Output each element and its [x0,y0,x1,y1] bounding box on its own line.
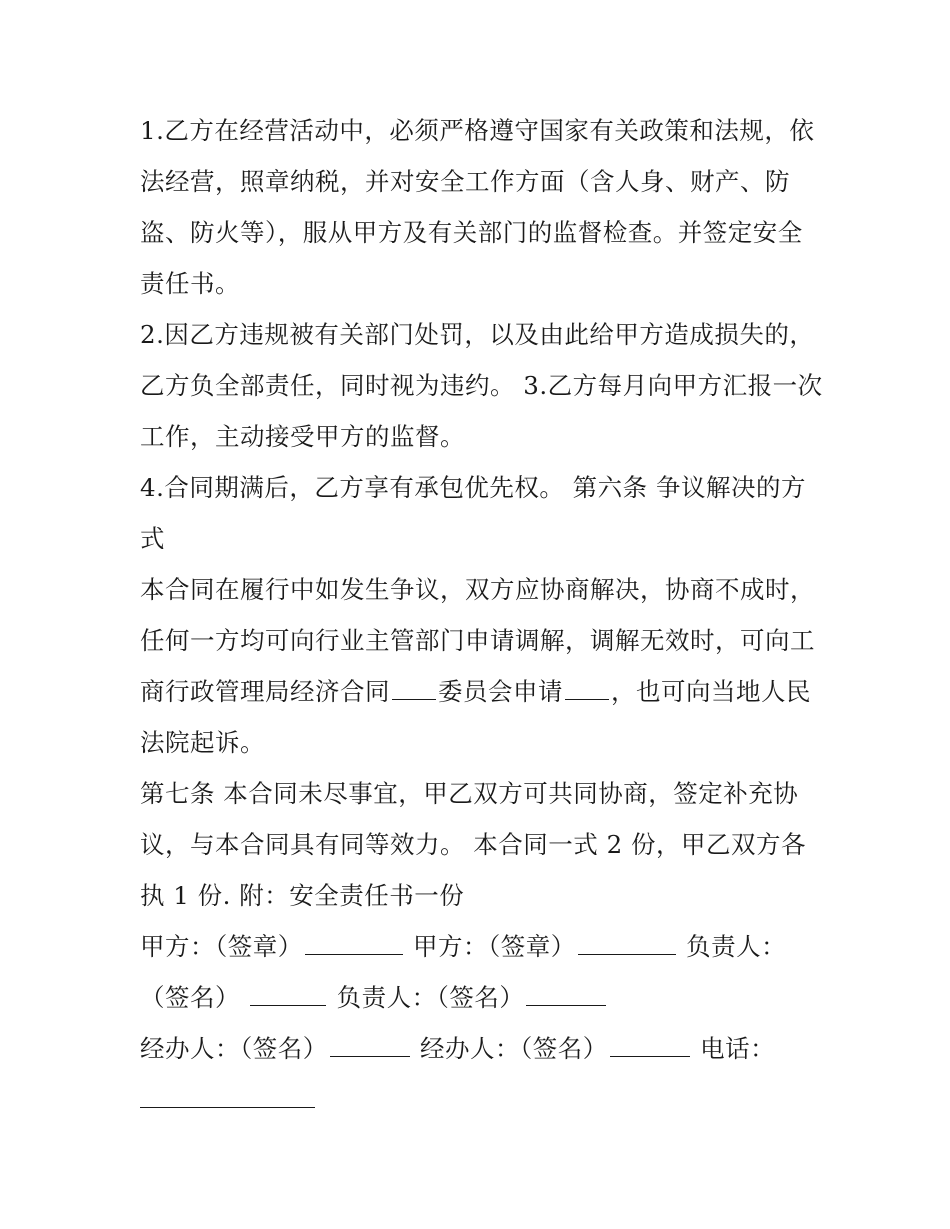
blank-field [610,1038,690,1057]
blank-field [392,681,436,700]
text-line: 1.乙方在经营活动中，必须严格遵守国家有关政策和法规，依 [140,116,815,145]
text-line: 式 [140,524,165,553]
blank-field [565,681,609,700]
text-line: 本合同在履行中如发生争议，双方应协商解决，协商不成时， [140,575,815,604]
phone-label: 电话： [700,1034,776,1063]
responsible-label: 负责人： [686,932,787,961]
text-segment: ，也可向当地人民 [611,677,811,706]
handler-signature-label: 经办人：（签名） [420,1034,608,1063]
text-line: 乙方负全部责任，同时视为违约。 3.乙方每月向甲方汇报一次 [140,371,823,400]
blank-field [526,987,606,1006]
handler-signature-label: 经办人：（签名） [140,1034,328,1063]
text-line: 盗、防火等），服从甲方及有关部门的监督检查。并签定安全 [140,218,803,247]
text-line: 第七条 本合同未尽事宜，甲乙双方可共同协商，签定补充协 [140,779,799,808]
signature-line [140,972,820,1023]
blank-field [578,936,676,955]
blank-field [250,987,326,1006]
blank-field [330,1038,410,1057]
party-a-seal-label: 甲方：（签章） [140,932,303,961]
responsible-signature-label: 负责人：（签名） [336,983,525,1012]
party-b-seal-label: 甲方：（签章） [413,932,576,961]
signature-line [140,1074,820,1125]
text-line [140,666,820,717]
phone-blank-field [140,1089,315,1108]
text-line: 任何一方均可向行业主管部门申请调解，调解无效时，可向工 [140,626,815,655]
text-segment: 委员会申请 [438,677,563,706]
text-segment: 商行政管理局经济合同 [140,677,390,706]
blank-field [305,936,403,955]
text-line: 议，与本合同具有同等效力。 本合同一式 2 份，甲乙双方各 [140,830,806,859]
text-line: 4.合同期满后，乙方享有承包优先权。 第六条 争议解决的方 [140,473,806,502]
text-line: 法院起诉。 [140,728,265,757]
text-line: 2.因乙方违规被有关部门处罚，以及由此给甲方造成损失的， [140,320,815,349]
text-line: 工作，主动接受甲方的监督。 [140,422,465,451]
text-line: 法经营，照章纳税，并对安全工作方面（含人身、财产、防 [140,167,790,196]
document-body [140,105,823,1125]
signature-line [140,921,820,972]
text-line: 执 1 份. 附：安全责任书一份 [140,881,465,910]
signature-label: （签名） [140,983,240,1012]
text-line: 责任书。 [140,269,240,298]
signature-line [140,1023,820,1074]
